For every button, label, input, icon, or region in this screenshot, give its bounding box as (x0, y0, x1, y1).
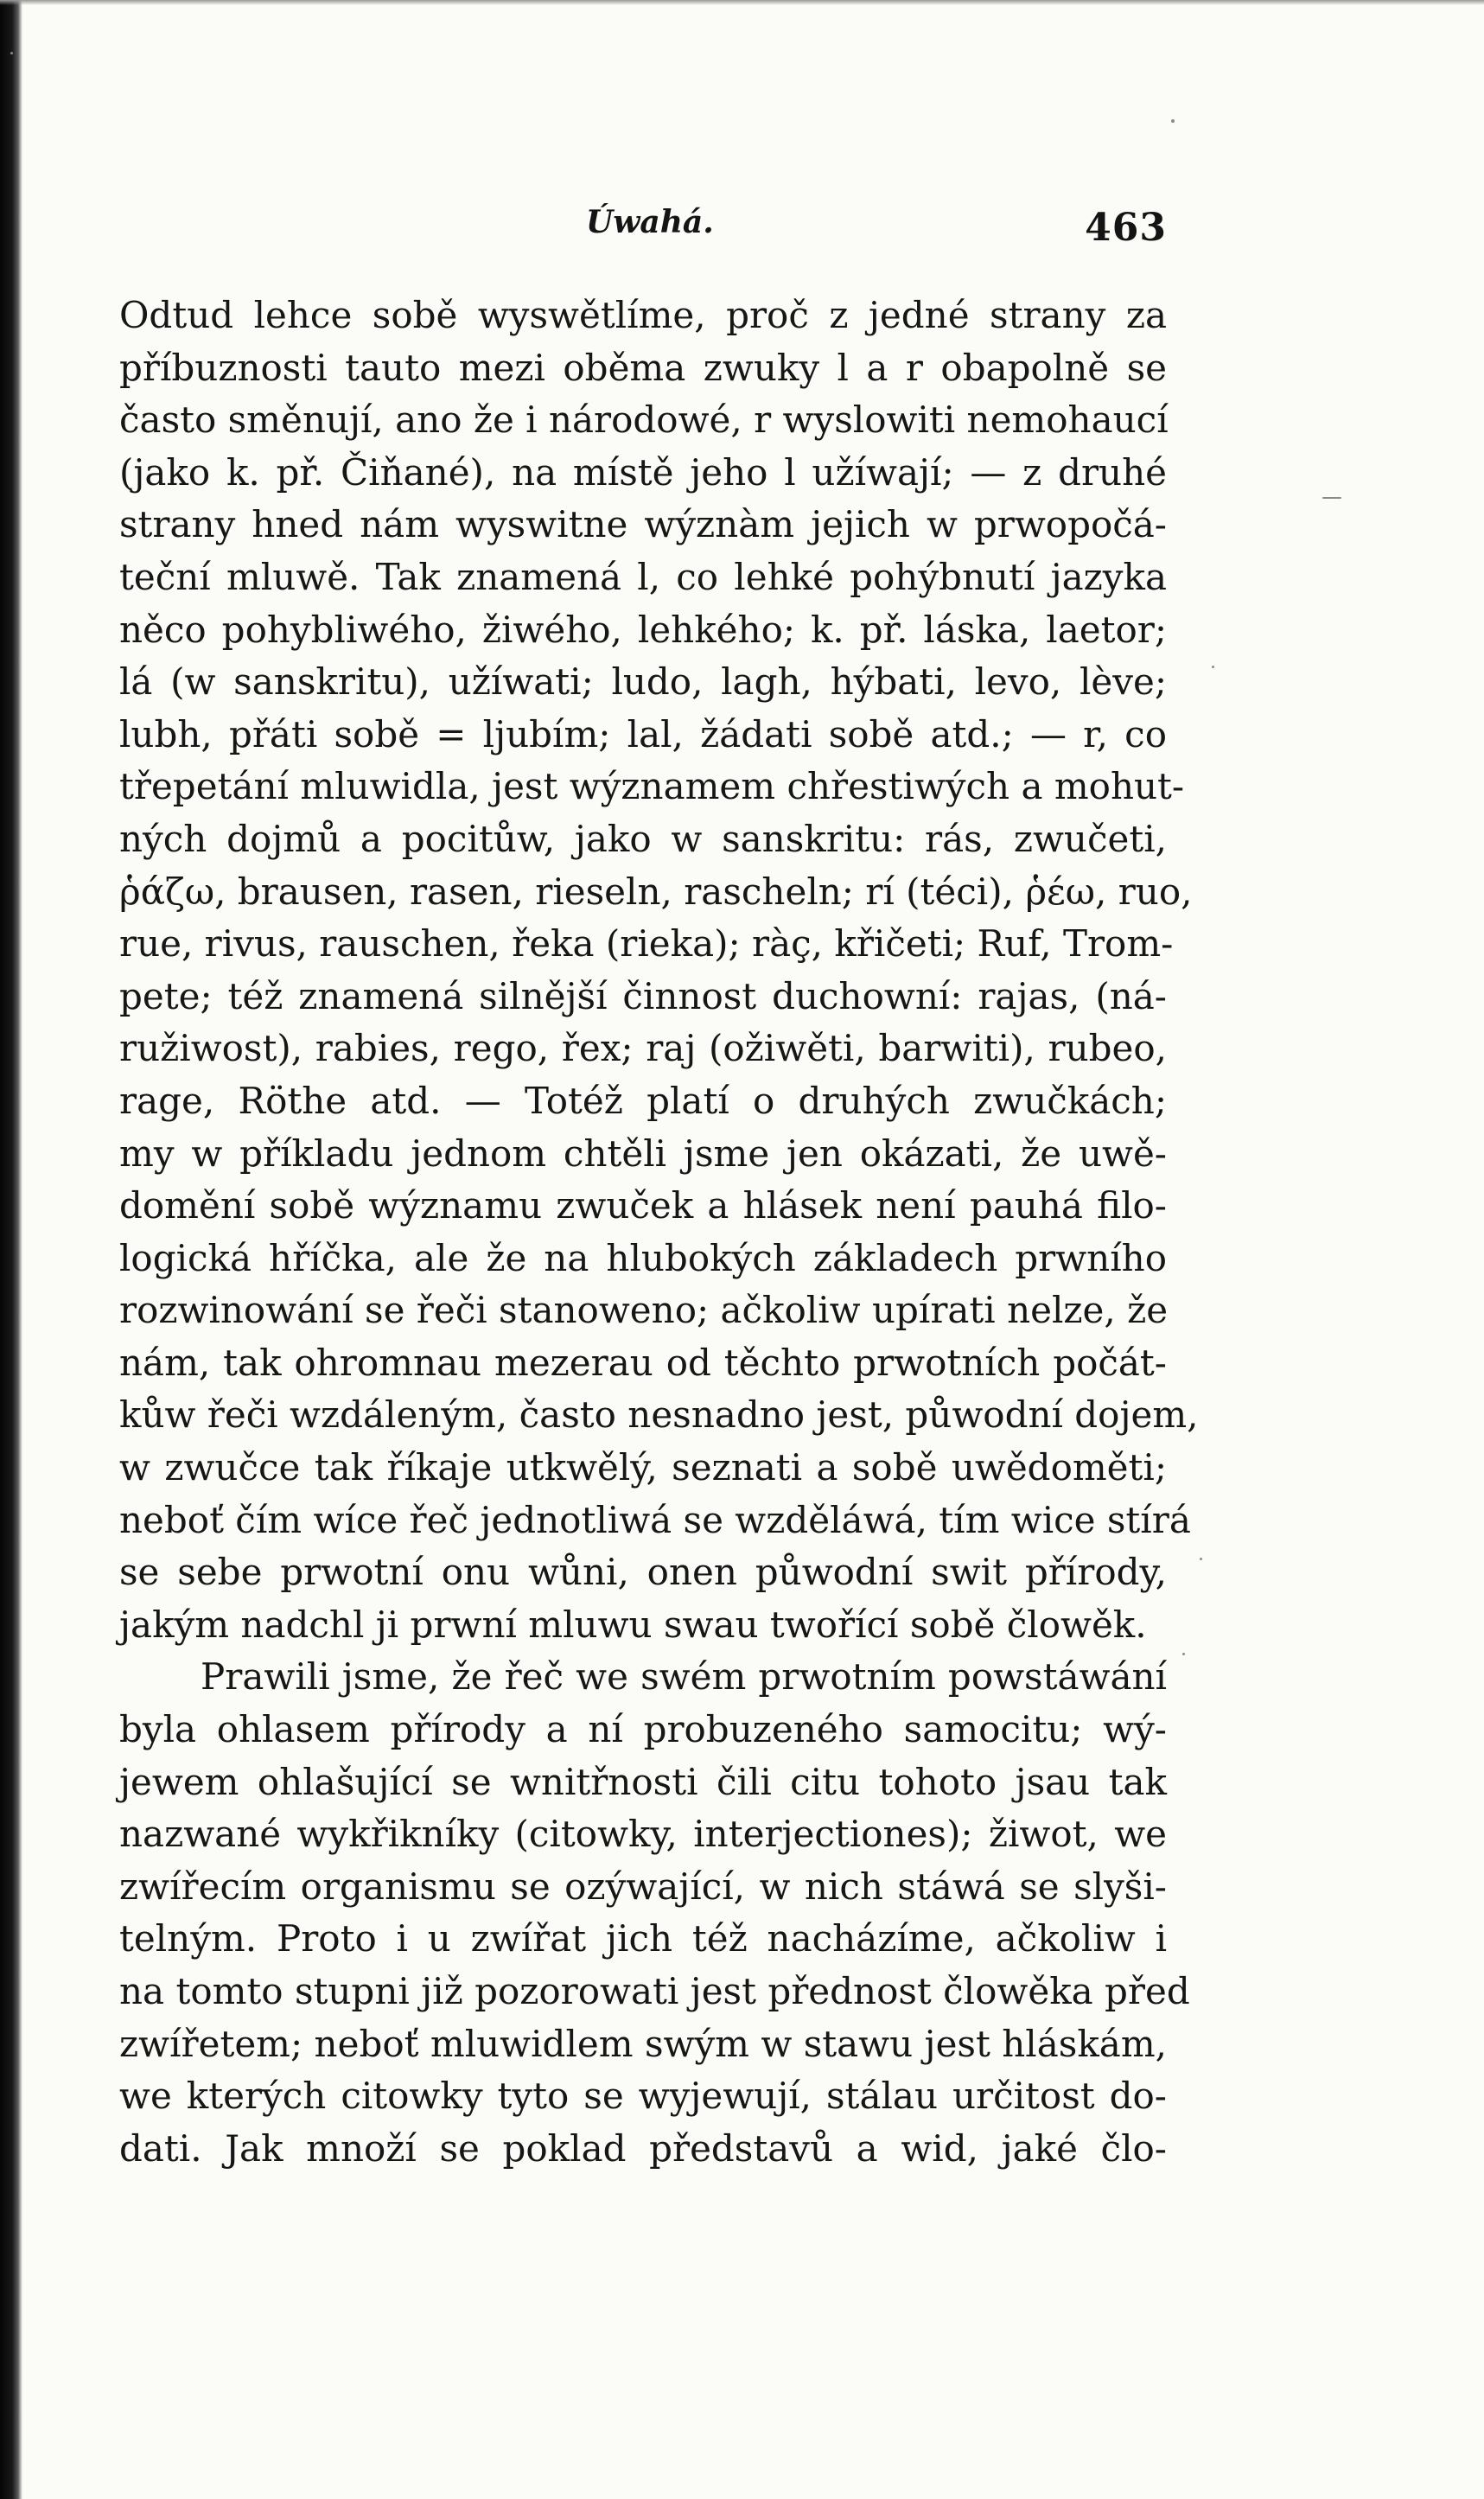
text-line: jewem ohlašující se wnitřnosti čili citu tohoto jsau tak (119, 1760, 1167, 1803)
text-line: ῥάζω, brausen, rasen, rieseln, rascheln; rí (téci), ῥέω, ruo, (119, 870, 1193, 913)
scan-shadow-left (0, 0, 22, 2499)
text-line: w zwučce tak říkaje utkwělý, seznati a sobě uwědoměti; (119, 1446, 1167, 1489)
text-line: nazwané wykřikníky (citowky, interjectiones); žiwot, we (119, 1813, 1167, 1856)
scan-speck (1200, 1558, 1202, 1560)
page-number: 463 (1085, 206, 1167, 250)
text-line: dati. Jak množí se poklad představů a wid, jaké člo- (119, 2126, 1167, 2170)
text-line: telným. Proto i u zwířat jich též nacházíme, ačkoliw i (119, 1917, 1167, 1960)
text-line: něco pohybliwého, žiwého, lehkého; k. př. láska, laetor; (119, 608, 1167, 651)
page-header (119, 201, 1167, 261)
text-line: ružiwost), rabies, rego, řex; raj (ožiwěti, barwiti), rubeo, (119, 1027, 1167, 1070)
text-line: se sebe prwotní onu wůni, onen půwodní swit přírody, (119, 1551, 1167, 1594)
text-line: neboť čím wíce řeč jednotliwá se wzděláwá, tím wice stírá (119, 1498, 1191, 1541)
scan-shadow-top (0, 0, 1484, 5)
text-line: logická hříčka, ale že na hlubokých základech prwního (119, 1236, 1167, 1279)
text-line: zwířecím organismu se ozýwající, w nich stáwá se slyši- (119, 1865, 1167, 1908)
text-line: nám, tak ohromnau mezerau od těchto prwotních počát- (119, 1341, 1167, 1384)
scan-speck (1182, 1653, 1185, 1655)
text-line: ných dojmů a pocitůw, jako w sanskritu: rás, zwučeti, (119, 817, 1167, 860)
text-line: zwířetem; neboť mluwidlem swým w stawu jest hláskám, (119, 2022, 1167, 2065)
text-line: we kterých citowky tyto se wyjewují, stálau určitost do- (119, 2075, 1167, 2118)
text-line: Odtud lehce sobě wyswětlíme, proč z jedné strany za (119, 294, 1167, 336)
scan-speck (1212, 666, 1214, 668)
scan-speck (10, 52, 13, 54)
text-line: strany hned nám wyswitne wýznàm jejich w prwopočá- (119, 503, 1167, 546)
text-line: často směnují, ano že i národowé, r wyslowiti nemohaucí (119, 398, 1169, 442)
text-line: na tomto stupni již pozorowati jest přednost člowěka před (119, 1970, 1190, 2012)
text-line: pete; též znamená silnější činnost duchowní: rajas, (ná- (119, 974, 1167, 1017)
text-line: jakým nadchl ji prwní mluwu swau twořící sobě člowěk. (119, 1603, 1147, 1646)
text-line: domění sobě wýznamu zwuček a hlásek není pauhá filo- (119, 1184, 1167, 1227)
scan-speck (1322, 497, 1341, 499)
text-line: kůw řeči wzdáleným, často nesnadno jest, půwodní dojem, (119, 1393, 1199, 1437)
text-line: lubh, přáti sobě = ljubím; lal, žádati sobě atd.; — r, co (119, 712, 1167, 755)
text-line: rue, rivus, rauschen, řeka (rieka); ràç, křičeti; Ruf, Trom- (119, 922, 1174, 966)
text-line: rozwinowání se řeči stanoweno; ačkoliw upírati nelze, že (119, 1289, 1169, 1332)
text-line: příbuznosti tauto mezi oběma zwuky l a r obapolně se (119, 346, 1167, 389)
text-line: lá (w sanskritu), užíwati; ludo, lagh, hýbati, levo, lève; (119, 660, 1167, 704)
text-line: byla ohlasem přírody a ní probuzeného samocitu; wý- (119, 1708, 1167, 1751)
text-line: rage, Röthe atd. — Totéž platí o druhých zwučkách; (119, 1079, 1167, 1122)
text-line: my w příkladu jednom chtěli jsme jen okázati, že uwě- (119, 1132, 1167, 1175)
scan-speck (1171, 119, 1175, 123)
text-line: třepetání mluwidla, jest wýznamem chřestiwých a mohut- (119, 765, 1185, 808)
text-line: teční mluwě. Tak znamená l, co lehké pohýbnutí jazyka (119, 555, 1167, 598)
text-line: Prawili jsme, že řeč we swém prwotním powstáwání (201, 1655, 1167, 1699)
text-line: (jako k. př. Čiňané), na místě jeho l užíwají; — z druhé (119, 450, 1167, 494)
body-text (119, 290, 1199, 2175)
running-title: Úwahá. (586, 204, 714, 240)
